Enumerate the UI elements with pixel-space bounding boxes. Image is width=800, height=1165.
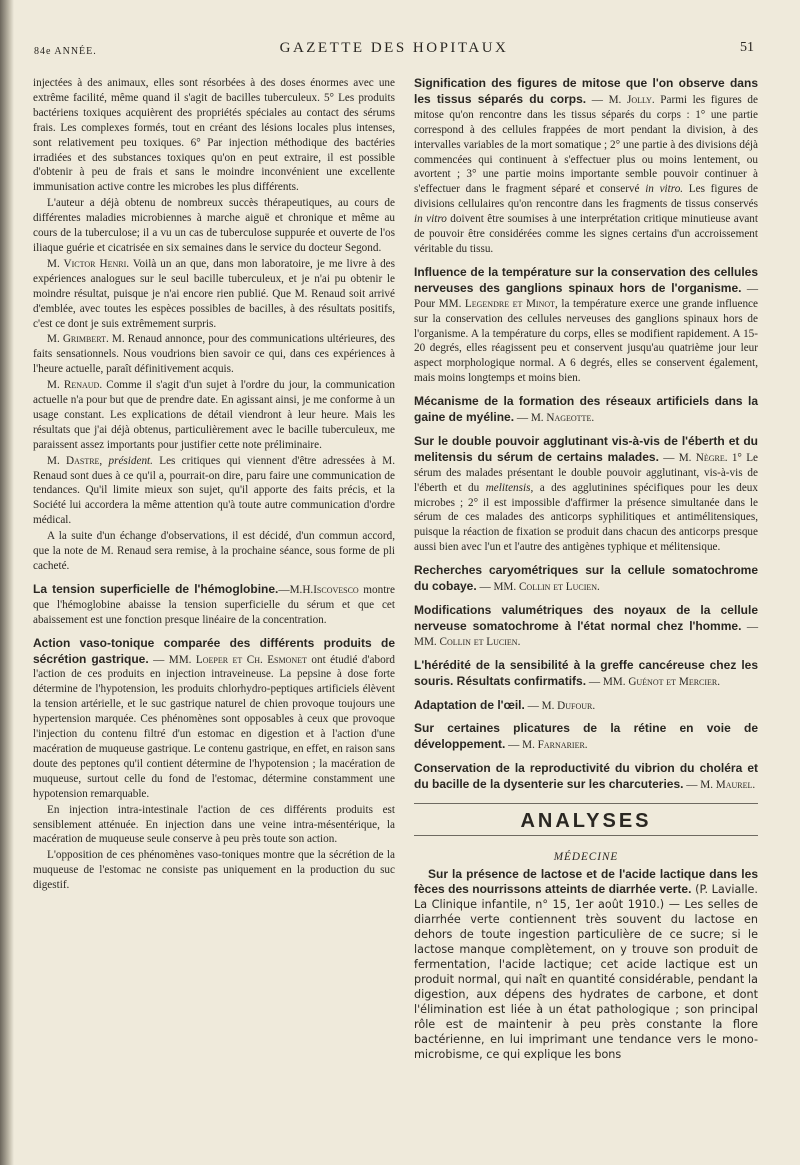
- paragraph: L'opposition de ces phénomènes vaso-toniques montre que la sécrétion de la muqueuse de l'estomac ne consiste pas uniquement en la production du suc digestif.: [33, 849, 395, 892]
- section-author: M.H.Iscovesco: [289, 583, 359, 596]
- section-heredite: L'hérédité de la sensibilité à la greffe cancéreuse chez les souris. Résultats confirmatifs. — MM. Guénot et Mercier.: [414, 657, 758, 688]
- paragraph: injectées à des animaux, elles sont résorbées à des doses énormes avec une extrême facilité, même quand il s'agit de bacilles tuberculeux. 5° Les produits bactériens toxiques acquièrent des propriétés spéciales au contact des sérums frais. Les complexes formés, tout en créant des lésions locales plus intenses, sont relativement peu toxiques. 6° Par injection méthodique des bactéries irradiées et des substances toxiques qu'on en peut extraire, il est possible d'obtenir à peu de frais et sans le moindre inconvénient une excellente immunisation active contre les microbes les plus différents.: [33, 77, 395, 194]
- paragraph: [33, 332, 395, 377]
- section-valumetriques: Modifications valumétriques des noyaux de la cellule nerveuse somatochrome à l'état normal chez l'homme. — MM. Collin et Lucien.: [414, 603, 759, 648]
- section-title: La tension superficielle de l'hémoglobine.: [33, 581, 279, 596]
- right-column: [414, 76, 758, 1062]
- speaker-role: président.: [108, 454, 153, 467]
- section-myeline: Mécanisme de la formation des réseaux artificiels dans la gaine de myéline. — M. Nageotte.: [414, 394, 758, 425]
- section-author: M. Farnarier.: [522, 739, 588, 752]
- section-title: Sur le double pouvoir agglutinant vis-à-vis de l'éberth et du melitensis du sérum de certains malades.: [414, 433, 758, 464]
- italic-term: melitensis,: [485, 481, 534, 494]
- analyses-heading-block: [414, 810, 758, 865]
- paragraph: L'auteur a déjà obtenu de nombreux succès thérapeutiques, au cours de différentes maladies microbiennes à marche aiguë et chronique et même au cours de la tuberculose; il a vu un cas de tuberculose suppurée et ouverte de l'os iliaque guérie et cicatrisée en six semaines dans le service du docteur Segond.: [33, 197, 395, 254]
- section-title: Mécanisme de la formation des réseaux artificiels dans la gaine de myéline.: [414, 394, 758, 425]
- left-column: [33, 76, 395, 893]
- speaker-name: M. Grimbert.: [47, 333, 109, 346]
- section-title: Influence de la température sur la conservation des cellules nerveuses des ganglions spinaux hors de l'organisme.: [414, 264, 758, 295]
- section-mitose: Signification des figures de mitose que l'on observe dans les tissus séparés du corps. — M. Jolly. Parmi les figures de mitose qu'on rencontre dans les tissus séparés du corps : 1° une partie correspond à des cellules frappées de mort pendant la division, à des intervalles variables de la mort somatique ; 2° une partie à des divisions déjà commencées qui continuent à s'effectuer plus ou moins lentement, ou avortent ; 3° une partie moins importante semble pouvoir continuer à s'effectuer dans le fragment séparé et conservé in vitro. Les figures de divisions cellulaires qu'on rencontre dans les fragments de tissus conservés in vitro doivent être soumises à une interprétation critique minutieuse avant de pouvoir être considérées comme les signes certains d'un accroissement véritable du tissu.: [414, 76, 759, 255]
- paragraph-text: Les critiques qui viennent d'être adressées à M. Renaud sont dues à ce qu'il a, pourrait-on dire, paru faire une communication de tendances. Qu'il limite mieux son sujet, qu'il apporte des faits précis, et la Société lui accordera la même attention qu'à toute autre communication d'ordre médical.: [33, 454, 395, 527]
- paragraph-text: Comme il s'agit d'un sujet à l'ordre du jour, la communication actuelle n'a pour but que de prendre date. En agissant ainsi, je me conforme à un usage constant. Les explications de détail viendront à leur heure. Mais les résultats que j'ai déjà obtenus, particulièrement avec le bacille tuberculeux, me paraissent assez importants pour justifier cette note préliminaire.: [33, 379, 396, 451]
- section-adaptation: Adaptation de l'œil. — M. Dufour.: [414, 697, 596, 712]
- section-author: MM. Loeper et Ch. Esmonet: [168, 653, 307, 666]
- section-text: montre que l'hémoglobine abaisse la tension superficielle du sérum et que cet abaissement est une fonction presque linéaire de la concentration.: [33, 583, 395, 626]
- analyses-title: ANALYSES: [520, 810, 652, 833]
- section-author: M. Maurel.: [700, 779, 756, 792]
- section-author: M. Nageotte.: [530, 412, 595, 425]
- analysis-title: Sur la présence de lactose et de l'acide lactique dans les fèces des nourrissons atteints de diarrhée verte.: [414, 866, 758, 896]
- section-author: MM. Collin et Lucien.: [414, 635, 521, 648]
- analysis-reference: (P. Lavialle. La Clinique infantile, n° 15, 1er août 1910.): [414, 882, 758, 911]
- section-text: — Pour: [414, 282, 759, 310]
- page-header: [34, 40, 754, 62]
- paragraph: A la suite d'un échange d'observations, il est décidé, d'un commun accord, que la note de M. Renaud sera remise, à la prochaine séance, sous forme de pli cacheté.: [33, 530, 395, 572]
- paragraph: [33, 378, 395, 453]
- paragraph: [33, 257, 395, 332]
- section-title: Sur certaines plicatures de la rétine en voie de développement.: [414, 721, 758, 752]
- italic-term: in vitro.: [645, 183, 684, 196]
- paragraph: En injection intra-intestinale l'action de ces différents produits est sensiblement atténuée. En injection dans une veine intra-mésentérique, la macération de muqueuse seule conserve à peu près toute son action.: [33, 803, 395, 846]
- section-temperature: [414, 265, 758, 386]
- section-text: la température exerce une grande influence sur la conservation des cellules nerveuses des ganglions spinaux hors de l'organisme. A la température du corps, elles se modifient rapidement. A 15-20 degrés, elles réagissent peu et conservent jusqu'au quatrième jour leur aspect morphologique normal. A 6 degrés, elles se conservent également, mais moins longtemps et moins bien.: [414, 297, 758, 385]
- section-retine: Sur certaines plicatures de la rétine en voie de développement. — M. Farnarier.: [414, 721, 758, 752]
- analyses-subheading: MÉDECINE: [553, 850, 619, 863]
- section-text: ont étudié d'abord l'action de ces produits en injection intraveineuse. La pepsine à dose forte détermine de l'hypotension, les produits chlorhydro-peptiques artificiels élèvent la tension artérielle, et le suc gastrique naturel de chien provoque toujours une hypertension marquée. Ces phénomènes sont opposables à ceux que provoque l'injection du contenu filtré d'un estomac en digestion et à l'action d'une macération de muqueuse gastrique. Le contenu gastrique, en effet, en raison sans doute des peptones qu'il contient détermine de l'hypotension ; la macération de muqueuse, surtout celle du fond de l'estomac, détermine constamment une hypotension remarquable.: [33, 653, 396, 800]
- paragraph-text: M. Renaud annonce, pour des communications ultérieures, des faits sensationnels. Nous voudrions bien savoir ce qui, dans ces expériences à l'heure actuelle, paraît définitivement acquis.: [33, 333, 395, 376]
- section-title: Recherches caryométriques sur la cellule somatochrome du cobaye.: [414, 563, 758, 594]
- volume-year: 84e ANNÉE.: [34, 46, 97, 57]
- section-title: L'hérédité de la sensibilité à la greffe cancéreuse chez les souris. Résultats confirmatifs.: [414, 657, 758, 688]
- analysis-lactose: [414, 867, 758, 1062]
- analysis-text: — Les selles de diarrhée verte contiennent très souvent du lactose en dehors de toute ingestion particulière de ce sucre; si le lactose manque complètement, on y trouve son produit de fermentation, l'acide lactique; cet acide lactique est un produit normal, qui naît en quantité considérable, pendant la digestion, aux dépens des hydrates de carbone, et dont l'élimination est liée à un état pathologique ; son principal rôle est de maintenir à peu près constante la flore bactérienne, en lui imprimant une tendance vers le mono-microbisme, ce qui explique les bons: [414, 897, 758, 1061]
- section-caryometriques: Recherches caryométriques sur la cellule somatochrome du cobaye. — MM. Collin et Lucien.: [414, 563, 758, 594]
- section-text: Parmi les figures de mitose qu'on rencontre dans les tissus séparés du corps : 1° une partie correspond à des cellules frappées de mort pendant la division, à des intervalles variables de la mort somatique ; 2° une partie à des divisions déjà commencées qui continuent à s'effectuer plus ou moins lentement, ou avortent ; 3° une partie moins importante semble pouvoir continuer à s'effectuer dans le fragment séparé et conservé: [414, 93, 758, 196]
- section-title: Signification des figures de mitose que l'on observe dans les tissus séparés du corps.: [414, 76, 758, 106]
- speaker-name: M. Dastre,: [47, 454, 103, 467]
- italic-term: in vitro: [414, 213, 447, 226]
- section-text: a des agglutinines spécifiques pour les deux microbes ; 2° il est impossible d'affirmer la présence simultanée dans le sérum de ces malades des anticorps syphilitiques et antimélitensiques, puisque la réaction de fixation se produit dans chacun des anticorps presque aussi bien avec l'un et l'autre des antigènes typhique et mélitensique.: [414, 481, 758, 554]
- section-title: Modifications valumétriques des noyaux de la cellule nerveuse somatochrome à l'état normal chez l'homme.: [414, 603, 758, 633]
- page-number: 51: [740, 40, 754, 55]
- section-title: Conservation de la reproductivité du vibrion du choléra et du bacille de la dysenterie sur les charcuteries.: [414, 761, 758, 792]
- section-author: MM. Guénot et Mercier.: [602, 675, 721, 688]
- section-author: M. Nègre.: [678, 451, 728, 464]
- section-text: doivent être soumises à une interprétation critique minutieuse avant de pouvoir être considérées comme les signes certains d'un accroissement véritable du tissu.: [414, 213, 759, 255]
- analyses-divider: [414, 835, 758, 836]
- section-author: M. Dufour.: [541, 699, 596, 712]
- section-divider: [414, 803, 758, 804]
- section-text: 1° Le sérum des malades présentant le double pouvoir agglutinant, vis-à-vis de l'éberth et du: [414, 451, 758, 494]
- journal-title: GAZETTE DES HOPITAUX: [279, 40, 509, 56]
- section-title: Adaptation de l'œil.: [414, 697, 525, 712]
- section-text: Les figures de divisions cellulaires qu'on rencontre dans les fragments de tissus conservés: [414, 183, 758, 211]
- section-author: MM. Collin et Lucien.: [493, 581, 600, 594]
- section-cholera: Conservation de la reproductivité du vibrion du choléra et du bacille de la dysenterie sur les charcuteries. — M. Maurel.: [414, 761, 758, 792]
- section-author: MM. Legendre et Minot,: [438, 297, 558, 310]
- section-agglutinant: Sur le double pouvoir agglutinant vis-à-vis de l'éberth et du melitensis du sérum de certains malades. — M. Nègre. 1° Le sérum des malades présentant le double pouvoir agglutinant, vis-à-vis de l'éberth et du melitensis, a des agglutinines spécifiques pour les deux microbes ; 2° il est impossible d'affirmer la présence simultanée dans le sérum de ces malades des anticorps syphilitiques et antimélitensiques, puisque la réaction de fixation se produit dans chacun des anticorps presque aussi bien avec l'un et l'autre des antigènes typhique et mélitensique.: [414, 433, 758, 554]
- section-title: Action vaso-tonique comparée des différents produits de sécrétion gastrique.: [33, 635, 395, 666]
- page-binding-edge: [0, 0, 14, 1165]
- speaker-name: M. Victor Henri.: [47, 257, 130, 270]
- paragraph-text: Voilà un an que, dans mon laboratoire, je me livre à des expériences analogues sur le seul bacille tuberculeux, et je n'ai pu obtenir le moindre résultat, puisque je n'ai encore rien publié. Que M. Renaud soit arrivé d'emblée, avec toutes les espèces possibles de bacilles, à des résultats positifs, c'est ce dont je suis extrêmement surpris.: [33, 257, 395, 330]
- paragraph: [33, 454, 395, 529]
- speaker-name: M. Renaud.: [47, 379, 103, 392]
- section-author: M. Jolly.: [608, 93, 655, 106]
- section-hemoglobine: La tension superficielle de l'hémoglobine.—M.H.Iscovesco montre que l'hémoglobine abaisse la tension superficielle du sérum et que cet abaissement est une fonction presque linéaire de la concentration.: [33, 581, 395, 626]
- section-vaso-tonique: Action vaso-tonique comparée des différents produits de sécrétion gastrique. — MM. Loeper et Ch. Esmonet ont étudié d'abord l'action de ces produits en injection intraveineuse. La pepsine à dose forte détermine de l'hypotension, les produits chlorhydro-peptiques artificiels élèvent la tension artérielle, et le suc gastrique naturel de chien provoque toujours une hypertension marquée. Ces phénomènes sont opposables à ceux que provoque l'injection du contenu filtré d'un estomac en digestion et à l'action d'une macération de muqueuse gastrique. Le contenu gastrique, en effet, en raison sans doute des peptones qu'il contient détermine de l'hypotension ; la macération de muqueuse, surtout celle du fond de l'estomac, détermine constamment une hypotension remarquable.: [33, 635, 396, 800]
